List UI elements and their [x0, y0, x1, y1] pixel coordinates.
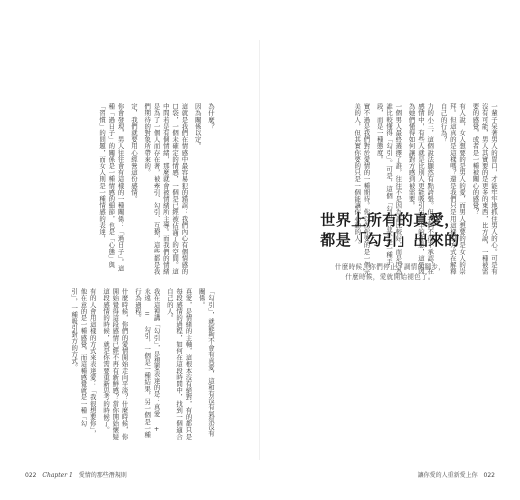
title-line: 世界上所有的真愛，: [320, 211, 460, 229]
paragraph: 一輩子呆著男人的胃口，才能牢牢地抓住男人的心。可是有沒有可能，男人其實要的是更多的東西，比方說，一種被需要的感覺，或者是一種被關心的感覺？: [471, 103, 498, 275]
paragraph: 實不過是我們對於愛情的一種期待。你以為你要的是一個完美的人，但其實你要的只是一個能讓你心動的人。: [353, 103, 371, 275]
page-number: 022: [483, 472, 495, 479]
paragraph: 什麼時候，你們的愛情開始走向平淡？什麼時候，你開始覺得這段感情已經不再有新鮮感？當你開始懷疑這段感情的時候，就是你需要重新思考的時候了。: [102, 288, 129, 440]
left-page-text-bottom: [35, 288, 215, 443]
epigraph-line: 什麼時候，你們停止了調情的腳步，: [334, 263, 446, 271]
paragraph: 真愛，是情緒的主軸，這根本沒有絕對，有的都只是每段感情的過程，如何在這段時間中，找到一個適合自己的人。: [165, 288, 193, 440]
paragraph: 力的小三，這個說法顯然有點誇張。但我們不得不承認，在感情中，有些人就是比別人更能吸引另一半的注意，這是因為她們懂得如何讓對方感到被需要。: [407, 103, 435, 275]
paragraph: 為什麼？: [207, 103, 215, 130]
paragraph: 「勾引」，就能夠不會有真愛，這和有沒有氣氛沒有關係。: [197, 288, 215, 437]
epigraph-line: 什麼時候，愛就開始褪色了。: [345, 273, 435, 281]
title-line: 都是「勾引」出來的: [320, 231, 460, 249]
epigraph: [300, 262, 480, 282]
page-number: 022: [25, 472, 37, 479]
paragraph: 因為關係以定。: [193, 103, 202, 150]
paragraph: 我在這裡講「勾引」，是想要表達的是：真愛 + 永遠 = 勾引，一個是一種結果，另一個是一種行為過程。: [133, 288, 161, 438]
paragraph: 有人說，女人想要的是男人的愛，而男人想要的是女人的崇拜。但這真的是這樣嗎？還是我們只是用這樣的方式在解釋自己的行為？: [439, 103, 467, 275]
chapter-title: [290, 210, 490, 250]
right-footer: [418, 470, 495, 479]
paragraph: 你會發現，男人往往會有這樣的一種關係：「過日子」。這種「過日子」的關係是一種情感的細節，也是「心態」與「習慣」的問題，而女人則是一種情感的表達，: [98, 103, 125, 272]
section-title: 愛情的那些潛規則: [78, 472, 127, 479]
paragraph: 一個男人最終選擇了誰，往往不是因為誰比較好，而是因為誰比較懂得「勾引」。可是，這個「勾引」並不是一種手段，而是一種態度。: [375, 103, 403, 275]
left-page-text-top: [35, 103, 215, 275]
paragraph: 這就是我們在情感中最容易犯的錯誤：我們內心有個情感的口袋，一個未確定的情感，一個是已經被佔滿了的空間。這中間若是有個情緒，那麼就會被情緒所主導。而我們的情緒是為了一個人而存在著，被牽引、勾引、互撩，這些都是我們期待的對象所帶來的。: [143, 103, 189, 275]
book-title: 讓你愛的人重新愛上你: [417, 472, 478, 479]
right-page: [260, 0, 520, 500]
left-footer: [25, 470, 127, 479]
chapter-label: Chapter 1: [42, 472, 73, 479]
paragraph: 定，我們就要用心經營這份感情。: [129, 103, 138, 202]
paragraph: 有的人會用這樣的方式來表達愛：「我很想要你」，他在意的是一種感覺，而這種感覺就是一種「勾引」，一種吸引對方的方式。: [70, 288, 97, 437]
